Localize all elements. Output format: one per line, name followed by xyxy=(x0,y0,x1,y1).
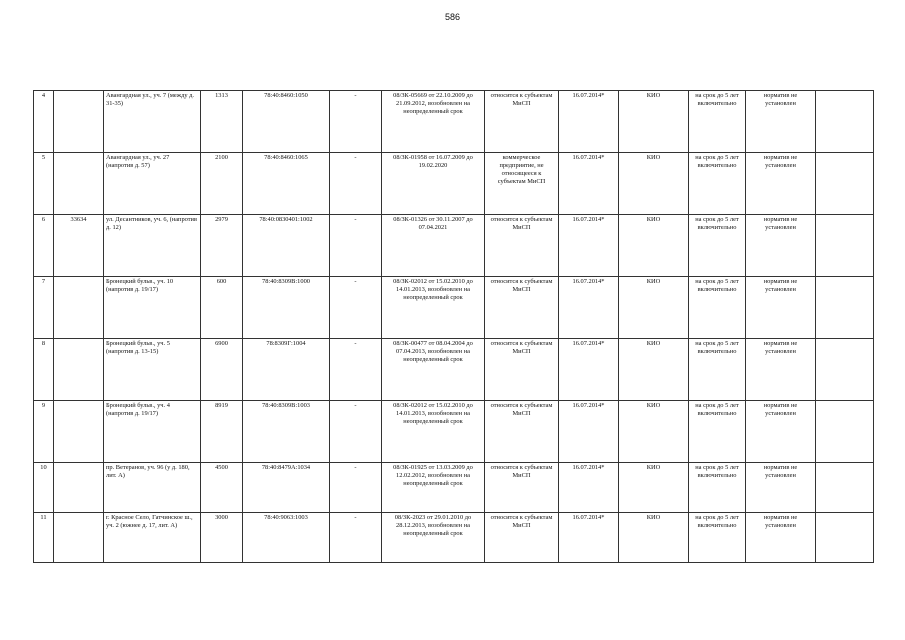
norm-cell: норматив не установлен xyxy=(746,339,816,401)
agreement-cell: 08/ЗК-01925 от 13.03.2009 до 12.02.2012, возобновлен на неопределенный срок xyxy=(382,463,485,513)
address-cell: Бронецкий бульв., уч. 10 (напротив д. 19/17) xyxy=(104,277,201,339)
address-cell: Авангардная ул., уч. 27 (напротив д. 57) xyxy=(104,153,201,215)
row-number: 7 xyxy=(34,277,54,339)
date-cell: 16.07.2014* xyxy=(559,401,619,463)
page-number: 586 xyxy=(444,12,461,22)
norm-cell: норматив не установлен xyxy=(746,401,816,463)
term-cell: на срок до 5 лет включительно xyxy=(689,463,746,513)
subject-category-cell: относится к субъектам МиСП xyxy=(485,513,559,563)
cadastral-number-cell: 78:8309Г:1004 xyxy=(243,339,330,401)
dash-cell: - xyxy=(330,277,382,339)
subject-category-cell: относится к субъектам МиСП xyxy=(485,401,559,463)
extra-cell xyxy=(816,91,874,153)
area-cell: 2100 xyxy=(201,153,243,215)
agreement-cell: 08/ЗК-02012 от 15.02.2010 до 14.01.2013, возобновлен на неопределенный срок xyxy=(382,277,485,339)
table-row xyxy=(34,91,874,153)
date-cell: 16.07.2014* xyxy=(559,153,619,215)
term-cell: на срок до 5 лет включительно xyxy=(689,339,746,401)
row-number: 8 xyxy=(34,339,54,401)
agreement-cell: 08/ЗК-2023 от 29.01.2010 до 28.12.2013, возобновлен на неопределенный срок xyxy=(382,513,485,563)
agreement-cell: 08/ЗК-01326 от 30.11.2007 до 07.04.2021 xyxy=(382,215,485,277)
dash-cell: - xyxy=(330,513,382,563)
row-number: 6 xyxy=(34,215,54,277)
term-cell: на срок до 5 лет включительно xyxy=(689,513,746,563)
date-cell: 16.07.2014* xyxy=(559,215,619,277)
address-cell: г. Красное Село, Гатчинское ш., уч. 2 (южнее д. 17, лит. А) xyxy=(104,513,201,563)
date-cell: 16.07.2014* xyxy=(559,463,619,513)
dash-cell: - xyxy=(330,153,382,215)
authority-cell: КИО xyxy=(619,91,689,153)
table-row xyxy=(34,401,874,463)
registry-table xyxy=(33,90,874,563)
dash-cell: - xyxy=(330,401,382,463)
object-code xyxy=(54,153,104,215)
area-cell: 3000 xyxy=(201,513,243,563)
term-cell: на срок до 5 лет включительно xyxy=(689,153,746,215)
authority-cell: КИО xyxy=(619,513,689,563)
norm-cell: норматив не установлен xyxy=(746,513,816,563)
area-cell: 600 xyxy=(201,277,243,339)
extra-cell xyxy=(816,401,874,463)
object-code xyxy=(54,463,104,513)
table-row xyxy=(34,215,874,277)
authority-cell: КИО xyxy=(619,339,689,401)
table-row xyxy=(34,463,874,513)
area-cell: 6900 xyxy=(201,339,243,401)
date-cell: 16.07.2014* xyxy=(559,91,619,153)
subject-category-cell: относится к субъектам МиСП xyxy=(485,339,559,401)
norm-cell: норматив не установлен xyxy=(746,91,816,153)
subject-category-cell: относится к субъектам МиСП xyxy=(485,463,559,513)
extra-cell xyxy=(816,215,874,277)
row-number: 10 xyxy=(34,463,54,513)
object-code xyxy=(54,339,104,401)
address-cell: Бронецкий бульв., уч. 4 (напротив д. 19/17) xyxy=(104,401,201,463)
authority-cell: КИО xyxy=(619,401,689,463)
term-cell: на срок до 5 лет включительно xyxy=(689,277,746,339)
agreement-cell: 08/ЗК-01958 от 16.07.2009 до 19.02.2020 xyxy=(382,153,485,215)
area-cell: 2979 xyxy=(201,215,243,277)
dash-cell: - xyxy=(330,91,382,153)
norm-cell: норматив не установлен xyxy=(746,277,816,339)
area-cell: 8919 xyxy=(201,401,243,463)
authority-cell: КИО xyxy=(619,153,689,215)
table-row xyxy=(34,153,874,215)
address-cell: ул. Десантников, уч. 6, (напротив д. 12) xyxy=(104,215,201,277)
dash-cell: - xyxy=(330,463,382,513)
norm-cell: норматив не установлен xyxy=(746,463,816,513)
subject-category-cell: коммерческое предприятие, не относящееся к субъектам МиСП xyxy=(485,153,559,215)
table-row xyxy=(34,339,874,401)
area-cell: 1313 xyxy=(201,91,243,153)
row-number: 9 xyxy=(34,401,54,463)
object-code xyxy=(54,277,104,339)
row-number: 11 xyxy=(34,513,54,563)
norm-cell: норматив не установлен xyxy=(746,215,816,277)
extra-cell xyxy=(816,513,874,563)
cadastral-number-cell: 78:40:9063:1003 xyxy=(243,513,330,563)
cadastral-number-cell: 78:40:8309В:1003 xyxy=(243,401,330,463)
agreement-cell: 08/ЗК-02012 от 15.02.2010 до 14.01.2013, возобновлен на неопределенный срок xyxy=(382,401,485,463)
object-code xyxy=(54,91,104,153)
date-cell: 16.07.2014* xyxy=(559,513,619,563)
table-row xyxy=(34,277,874,339)
row-number: 5 xyxy=(34,153,54,215)
authority-cell: КИО xyxy=(619,215,689,277)
cadastral-number-cell: 78:40:8460:1065 xyxy=(243,153,330,215)
authority-cell: КИО xyxy=(619,463,689,513)
extra-cell xyxy=(816,463,874,513)
agreement-cell: 08/ЗК-05669 от 22.10.2009 до 21.09.2012, возобновлен на неопределенный срок xyxy=(382,91,485,153)
date-cell: 16.07.2014* xyxy=(559,339,619,401)
date-cell: 16.07.2014* xyxy=(559,277,619,339)
cadastral-number-cell: 78:40:8309В:1000 xyxy=(243,277,330,339)
extra-cell xyxy=(816,277,874,339)
object-code: 33634 xyxy=(54,215,104,277)
address-cell: Бронецкий бульв., уч. 5 (напротив д. 13-15) xyxy=(104,339,201,401)
address-cell: пр. Ветеранов, уч. 96 (у д. 180, лит. А) xyxy=(104,463,201,513)
table-row xyxy=(34,513,874,563)
norm-cell: норматив не установлен xyxy=(746,153,816,215)
row-number: 4 xyxy=(34,91,54,153)
area-cell: 4500 xyxy=(201,463,243,513)
cadastral-number-cell: 78:40:8479А:1034 xyxy=(243,463,330,513)
object-code xyxy=(54,513,104,563)
dash-cell: - xyxy=(330,215,382,277)
authority-cell: КИО xyxy=(619,277,689,339)
subject-category-cell: относится к субъектам МиСП xyxy=(485,91,559,153)
term-cell: на срок до 5 лет включительно xyxy=(689,91,746,153)
cadastral-number-cell: 78:40:8460:1050 xyxy=(243,91,330,153)
object-code xyxy=(54,401,104,463)
dash-cell: - xyxy=(330,339,382,401)
term-cell: на срок до 5 лет включительно xyxy=(689,215,746,277)
subject-category-cell: относится к субъектам МиСП xyxy=(485,277,559,339)
agreement-cell: 08/ЗК-00477 от 08.04.2004 до 07.04.2013, возобновлен на неопределенный срок xyxy=(382,339,485,401)
subject-category-cell: относится к субъектам МиСП xyxy=(485,215,559,277)
extra-cell xyxy=(816,339,874,401)
cadastral-number-cell: 78:40:0830401:1002 xyxy=(243,215,330,277)
address-cell: Авангардная ул., уч. 7 (между д. 31-35) xyxy=(104,91,201,153)
extra-cell xyxy=(816,153,874,215)
term-cell: на срок до 5 лет включительно xyxy=(689,401,746,463)
